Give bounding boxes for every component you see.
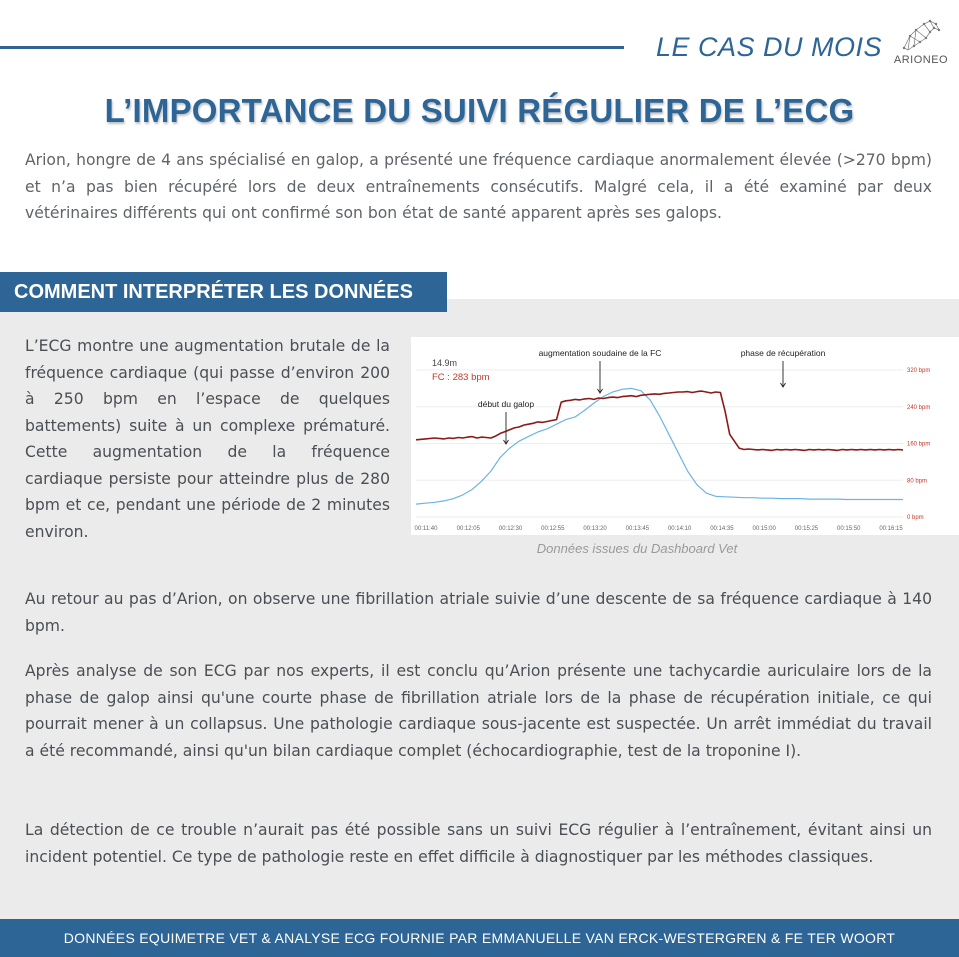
annotation-label: augmentation soudaine de la FC: [538, 348, 662, 358]
horse-logo-icon: [900, 18, 942, 52]
arioneo-logo: [888, 18, 954, 74]
annotation-label: début du galop: [477, 399, 535, 409]
ecg-chart: [411, 337, 959, 535]
y-tick-label: 0 bpm: [907, 515, 924, 521]
x-tick-label: 00:15:00: [752, 526, 776, 532]
footer-credits: DONNÉES EQUIMETRE VET & ANALYSE ECG FOURNIE PAR EMMANUELLE VAN ERCK-WESTERGREN & FE TER WOORT: [0, 919, 959, 957]
x-tick-label: 00:13:20: [583, 526, 607, 532]
intro-paragraph: Arion, hongre de 4 ans spécialisé en galop, a présenté une fréquence cardiaque anormalement élevée (>270 bpm) et n’a pas bien récupéré lors de deux entraînements consécutifs. Malgré cela, il a été examiné par deux vétérinaires différents qui ont confirmé son bon état de santé apparent après ses galops.: [25, 151, 932, 222]
section-header: COMMENT INTERPRÉTER LES DONNÉES: [0, 272, 447, 312]
x-tick-label: 00:16:15: [879, 526, 903, 532]
x-tick-label: 00:15:50: [837, 526, 861, 532]
logo-text: ARIONEO: [893, 54, 949, 66]
y-tick-label: 240 bpm: [907, 404, 931, 411]
chart-caption: Données issues du Dashboard Vet: [536, 541, 738, 556]
main-title: L’IMPORTANCE DU SUIVI RÉGULIER DE L’ECG: [104, 92, 855, 129]
x-tick-label: 00:12:55: [541, 526, 565, 532]
x-tick-label: 00:12:05: [456, 526, 480, 532]
case-title: LE CAS DU MOIS: [656, 32, 883, 62]
y-tick-label: 160 bpm: [907, 441, 931, 448]
readout-heart-rate: FC : 283 bpm: [432, 372, 490, 383]
paragraph-analysis: Après analyse de son ECG par nos experts, il est conclu qu’Arion présente une tachycardie auriculaire lors de la phase de galop ainsi qu'une courte phase de fibrillation atriale lors de la phase de récupération initiale, ce qui pourrait mener à un collapsus. Une pathologie cardiaque sous-jacente est suspectée. Un arrêt immédiat du travail a été recommandé, ainsi qu'un bilan cardiaque complet (échocardiographie, test de la troponine I).: [25, 662, 932, 760]
paragraph-conclusion: La détection de ce trouble n’aurait pas été possible sans un suivi ECG régulier à l’entraînement, évitant ainsi un incident potentiel. Ce type de pathologie reste en effet difficile à diagnostiquer par les méthodes classiques.: [25, 821, 932, 866]
header-rule: [0, 46, 624, 49]
x-tick-label: 00:14:35: [710, 526, 734, 532]
ecg-description: L’ECG montre une augmentation brutale de la fréquence cardiaque (qui passe d’environ 200 à 250 bpm en l’espace de quelques battements) suite à un complexe prématuré. Cette augmentation de la fréquence cardiaque persiste pour atteindre plus de 280 bpm et ce, pendant une période de 2 minutes environ.: [25, 337, 390, 541]
x-tick-label: 00:11:40: [414, 526, 438, 532]
readout-distance: 14.9m: [432, 358, 458, 368]
x-tick-label: 00:12:30: [498, 526, 523, 532]
ecg-chart-svg: [411, 337, 959, 535]
x-tick-label: 00:14:10: [667, 526, 692, 532]
x-tick-label: 00:13:45: [625, 526, 650, 532]
y-tick-label: 320 bpm: [907, 368, 931, 374]
x-tick-label: 00:15:25: [794, 526, 819, 532]
y-tick-label: 80 bpm: [907, 478, 928, 485]
paragraph-recovery: Au retour au pas d’Arion, on observe une fibrillation atriale suivie d’une descente de sa fréquence cardiaque à 140 bpm.: [25, 590, 932, 635]
annotation-label: phase de récupération: [740, 348, 826, 358]
